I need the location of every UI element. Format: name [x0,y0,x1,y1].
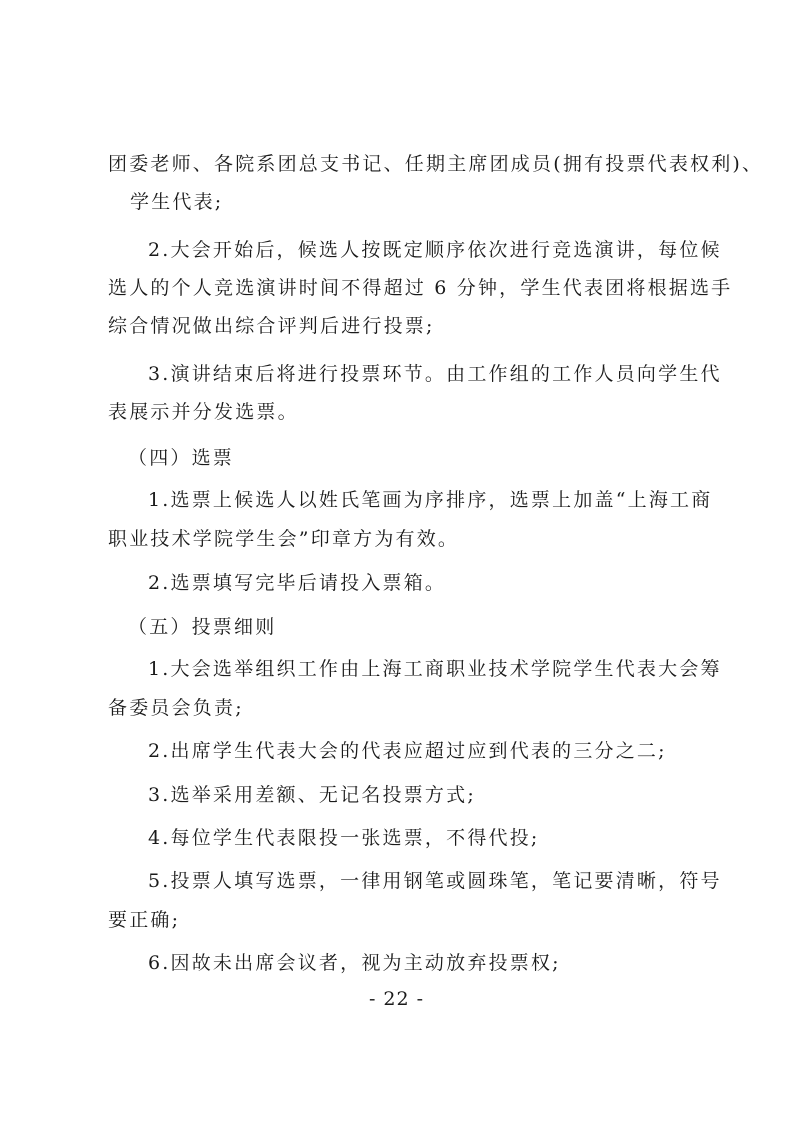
text-line-15: 2.出席学生代表大会的代表应超过应到代表的三分之二; [148,740,667,762]
text-line-18: 5.投票人填写选票，一律用钢笔或圆珠笔，笔记要清晰，符号 [148,870,722,892]
text-line-6: 3.演讲结束后将进行投票环节。由工作组的工作人员向学生代 [148,363,722,385]
text-line-9: 1.选票上候选人以姓氏笔画为序排序，选票上加盖“上海工商 [148,489,713,511]
text-line-3: 2.大会开始后，候选人按既定顺序依次进行竞选演讲，每位候 [148,239,722,261]
text-line-7: 表展示并分发选票。 [108,401,299,423]
text-line-20: 6.因故未出席会议者，视为主动放弃投票权; [148,952,561,974]
page-number: - 22 - [368,988,425,1010]
section-heading-5: （五）投票细则 [128,616,277,638]
section-heading-4: （四）选票 [128,447,235,469]
text-line-4: 选人的个人竞选演讲时间不得超过 6 分钟，学生代表团将根据选手 [108,277,733,299]
text-line-1: 团委老师、各院系团总支书记、任期主席团成员(拥有投票代表权利)、 [108,153,764,175]
text-line-11: 2.选票填写完毕后请投入票箱。 [148,572,447,594]
text-line-19: 要正确; [108,909,181,931]
text-line-2: 学生代表; [130,191,224,213]
text-line-17: 4.每位学生代表限投一张选票，不得代投; [148,827,540,849]
text-line-16: 3.选举采用差额、无记名投票方式; [148,784,476,806]
text-line-13: 1.大会选举组织工作由上海工商职业技术学院学生代表大会筹 [148,658,722,680]
text-line-14: 备委员会负责; [108,697,244,719]
text-line-5: 综合情况做出综合评判后进行投票; [108,315,435,337]
text-line-10: 职业技术学院学生会”印章方为有效。 [108,528,460,550]
